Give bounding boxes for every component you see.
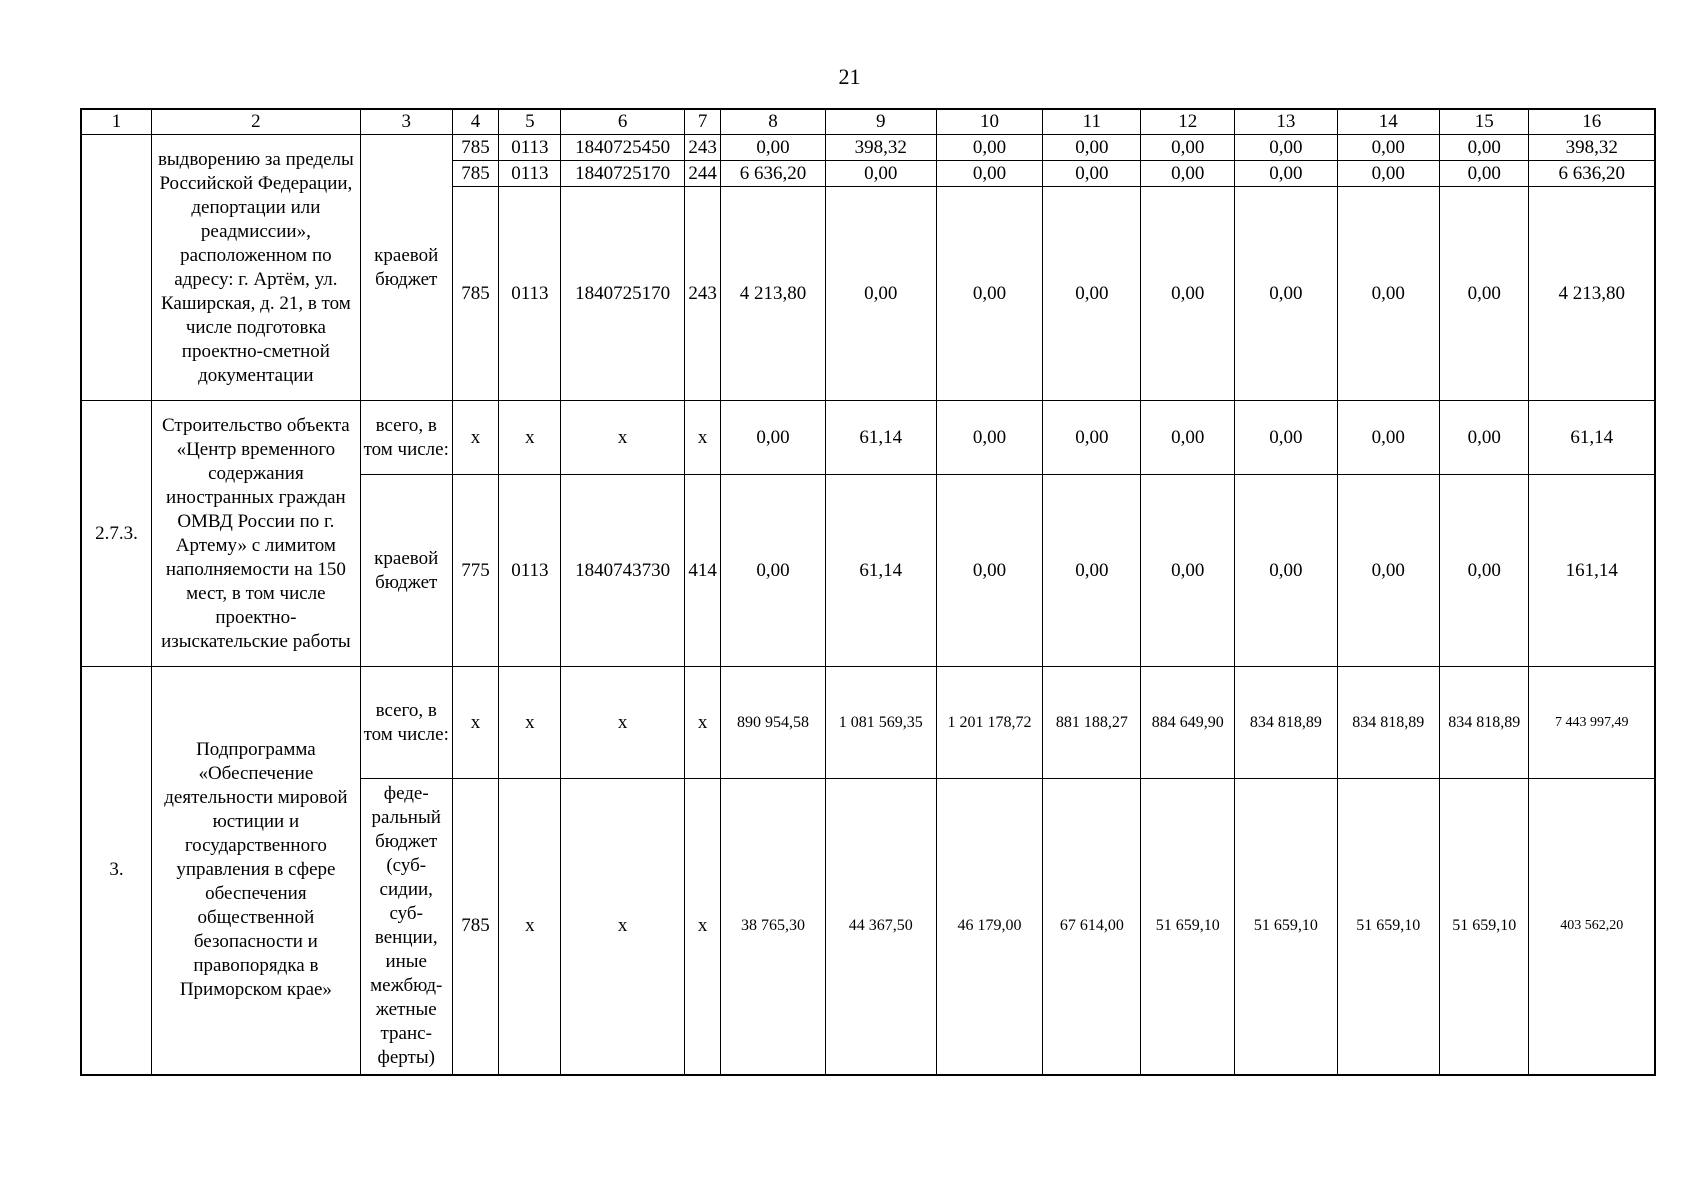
table-cell: 0,00 (1337, 475, 1439, 667)
table-cell: 51 659,10 (1439, 779, 1529, 1075)
table-cell: 0,00 (1235, 161, 1337, 187)
budget-table (80, 108, 1656, 1076)
table-cell: 1840725170 (561, 161, 685, 187)
table-cell: 0,00 (721, 401, 826, 475)
table-cell: 0,00 (1043, 161, 1141, 187)
table-cell: 0,00 (1141, 161, 1235, 187)
table-cell: 0,00 (1235, 475, 1337, 667)
header-cell: 9 (825, 109, 936, 135)
table-row (81, 667, 1655, 779)
funding-source-cell: краевой бюджет (360, 135, 452, 401)
table-cell: 884 649,90 (1141, 667, 1235, 779)
table-cell: 834 818,89 (1337, 667, 1439, 779)
table-cell: 0,00 (1141, 475, 1235, 667)
table-cell: 1840743730 (561, 475, 685, 667)
table-cell: 0,00 (1439, 475, 1529, 667)
measure-name-cell: Строительство объекта «Центр временного содержания иностранных граждан ОМВД России по г. Артему» с лимитом наполняемости на 150 мест, в том числе проектно-изыскательские работы (151, 401, 360, 667)
table-cell: 1840725450 (561, 135, 685, 161)
table-cell: 0,00 (825, 161, 936, 187)
table-cell: 834 818,89 (1235, 667, 1337, 779)
table-cell: 0113 (499, 187, 561, 401)
table-cell: 1 201 178,72 (936, 667, 1043, 779)
table-cell: 398,32 (825, 135, 936, 161)
table-cell: 0,00 (721, 135, 826, 161)
header-cell: 7 (685, 109, 721, 135)
table-cell: 44 367,50 (825, 779, 936, 1075)
table-cell: х (499, 779, 561, 1075)
header-cell: 11 (1043, 109, 1141, 135)
table-row (81, 135, 1655, 161)
table-cell: 0,00 (721, 475, 826, 667)
table-cell: 0,00 (1043, 135, 1141, 161)
table-cell: 0,00 (1235, 135, 1337, 161)
table-cell: 0,00 (1043, 475, 1141, 667)
table-row (81, 401, 1655, 475)
table-cell: 243 (685, 187, 721, 401)
table-cell: 0,00 (1235, 401, 1337, 475)
table-cell: 881 188,27 (1043, 667, 1141, 779)
funding-source-cell: краевой бюджет (360, 475, 452, 667)
table-cell: 0,00 (1235, 187, 1337, 401)
table-cell: х (561, 401, 685, 475)
table-cell: х (499, 667, 561, 779)
header-cell: 16 (1529, 109, 1655, 135)
table-cell: х (452, 401, 499, 475)
table-cell: 46 179,00 (936, 779, 1043, 1075)
table-cell: 6 636,20 (721, 161, 826, 187)
table-cell: 398,32 (1529, 135, 1655, 161)
table-cell: 0,00 (1337, 135, 1439, 161)
measure-name-cell: выдворению за пределы Российской Федерации, депортации или реадмиссии», расположенном по адресу: г. Артём, ул. Каширская, д. 21, в том числе подготовка проектно-сметной документации (151, 135, 360, 401)
header-cell: 15 (1439, 109, 1529, 135)
row-number-cell: 2.7.3. (81, 401, 151, 667)
table-cell: 775 (452, 475, 499, 667)
table-cell: 0,00 (1439, 161, 1529, 187)
table-cell: 1 081 569,35 (825, 667, 936, 779)
table-cell: 0,00 (825, 187, 936, 401)
table-cell: 38 765,30 (721, 779, 826, 1075)
table-cell: 0,00 (1141, 401, 1235, 475)
measure-name-cell: Подпрограмма «Обеспечение деятельности мировой юстиции и государственного управления в сфере обеспечения общественной безопасности и правопорядка в Приморском крае» (151, 667, 360, 1075)
table-cell: 61,14 (825, 401, 936, 475)
header-cell: 1 (81, 109, 151, 135)
header-cell: 3 (360, 109, 452, 135)
table-cell: 61,14 (825, 475, 936, 667)
table-cell: 4 213,80 (1529, 187, 1655, 401)
table-cell: 51 659,10 (1235, 779, 1337, 1075)
table-cell: х (685, 667, 721, 779)
table-cell: 0113 (499, 135, 561, 161)
table-cell: 0,00 (1337, 187, 1439, 401)
table-cell: 0,00 (1439, 401, 1529, 475)
page-number: 21 (838, 64, 861, 89)
table-cell: 0,00 (1141, 135, 1235, 161)
header-cell: 6 (561, 109, 685, 135)
table-cell: х (499, 401, 561, 475)
table-cell: х (561, 779, 685, 1075)
table-cell: 0,00 (936, 475, 1043, 667)
table-cell: 0,00 (1439, 187, 1529, 401)
table-cell: 0113 (499, 161, 561, 187)
table-cell: 0,00 (936, 161, 1043, 187)
funding-source-cell: феде-ральный бюджет (суб-сидии, суб-венции, иные межбюд-жетные транс-ферты) (360, 779, 452, 1075)
table-cell: 403 562,20 (1529, 779, 1655, 1075)
row-number-cell (81, 135, 151, 401)
table-cell: 0113 (499, 475, 561, 667)
table-cell: 0,00 (936, 401, 1043, 475)
table-cell: 51 659,10 (1141, 779, 1235, 1075)
table-cell: 834 818,89 (1439, 667, 1529, 779)
table-cell: 785 (452, 779, 499, 1075)
table-cell: 51 659,10 (1337, 779, 1439, 1075)
table-cell: 414 (685, 475, 721, 667)
table-cell: 7 443 997,49 (1529, 667, 1655, 779)
table-cell: 0,00 (1043, 187, 1141, 401)
table-cell: 6 636,20 (1529, 161, 1655, 187)
table-cell: 161,14 (1529, 475, 1655, 667)
table-cell: 67 614,00 (1043, 779, 1141, 1075)
table-cell: х (561, 667, 685, 779)
table-cell: 244 (685, 161, 721, 187)
header-row (81, 109, 1655, 135)
table-cell: 61,14 (1529, 401, 1655, 475)
header-cell: 12 (1141, 109, 1235, 135)
table-cell: 243 (685, 135, 721, 161)
table-cell: 4 213,80 (721, 187, 826, 401)
funding-source-cell: всего, в том числе: (360, 401, 452, 475)
table-cell: 0,00 (1337, 401, 1439, 475)
table-cell: 0,00 (1337, 161, 1439, 187)
table-cell: х (685, 779, 721, 1075)
table-cell: 890 954,58 (721, 667, 826, 779)
table-cell: 1840725170 (561, 187, 685, 401)
table-cell: 785 (452, 161, 499, 187)
table-cell: 785 (452, 187, 499, 401)
table-cell: 785 (452, 135, 499, 161)
header-cell: 5 (499, 109, 561, 135)
header-cell: 13 (1235, 109, 1337, 135)
table-cell: 0,00 (936, 135, 1043, 161)
header-cell: 4 (452, 109, 499, 135)
table-cell: 0,00 (1141, 187, 1235, 401)
table-cell: 0,00 (1439, 135, 1529, 161)
header-cell: 2 (151, 109, 360, 135)
row-number-cell: 3. (81, 667, 151, 1075)
funding-source-cell: всего, в том числе: (360, 667, 452, 779)
table-cell: 0,00 (936, 187, 1043, 401)
table-cell: х (685, 401, 721, 475)
header-cell: 8 (721, 109, 826, 135)
header-cell: 10 (936, 109, 1043, 135)
table-cell: 0,00 (1043, 401, 1141, 475)
header-cell: 14 (1337, 109, 1439, 135)
table-cell: х (452, 667, 499, 779)
